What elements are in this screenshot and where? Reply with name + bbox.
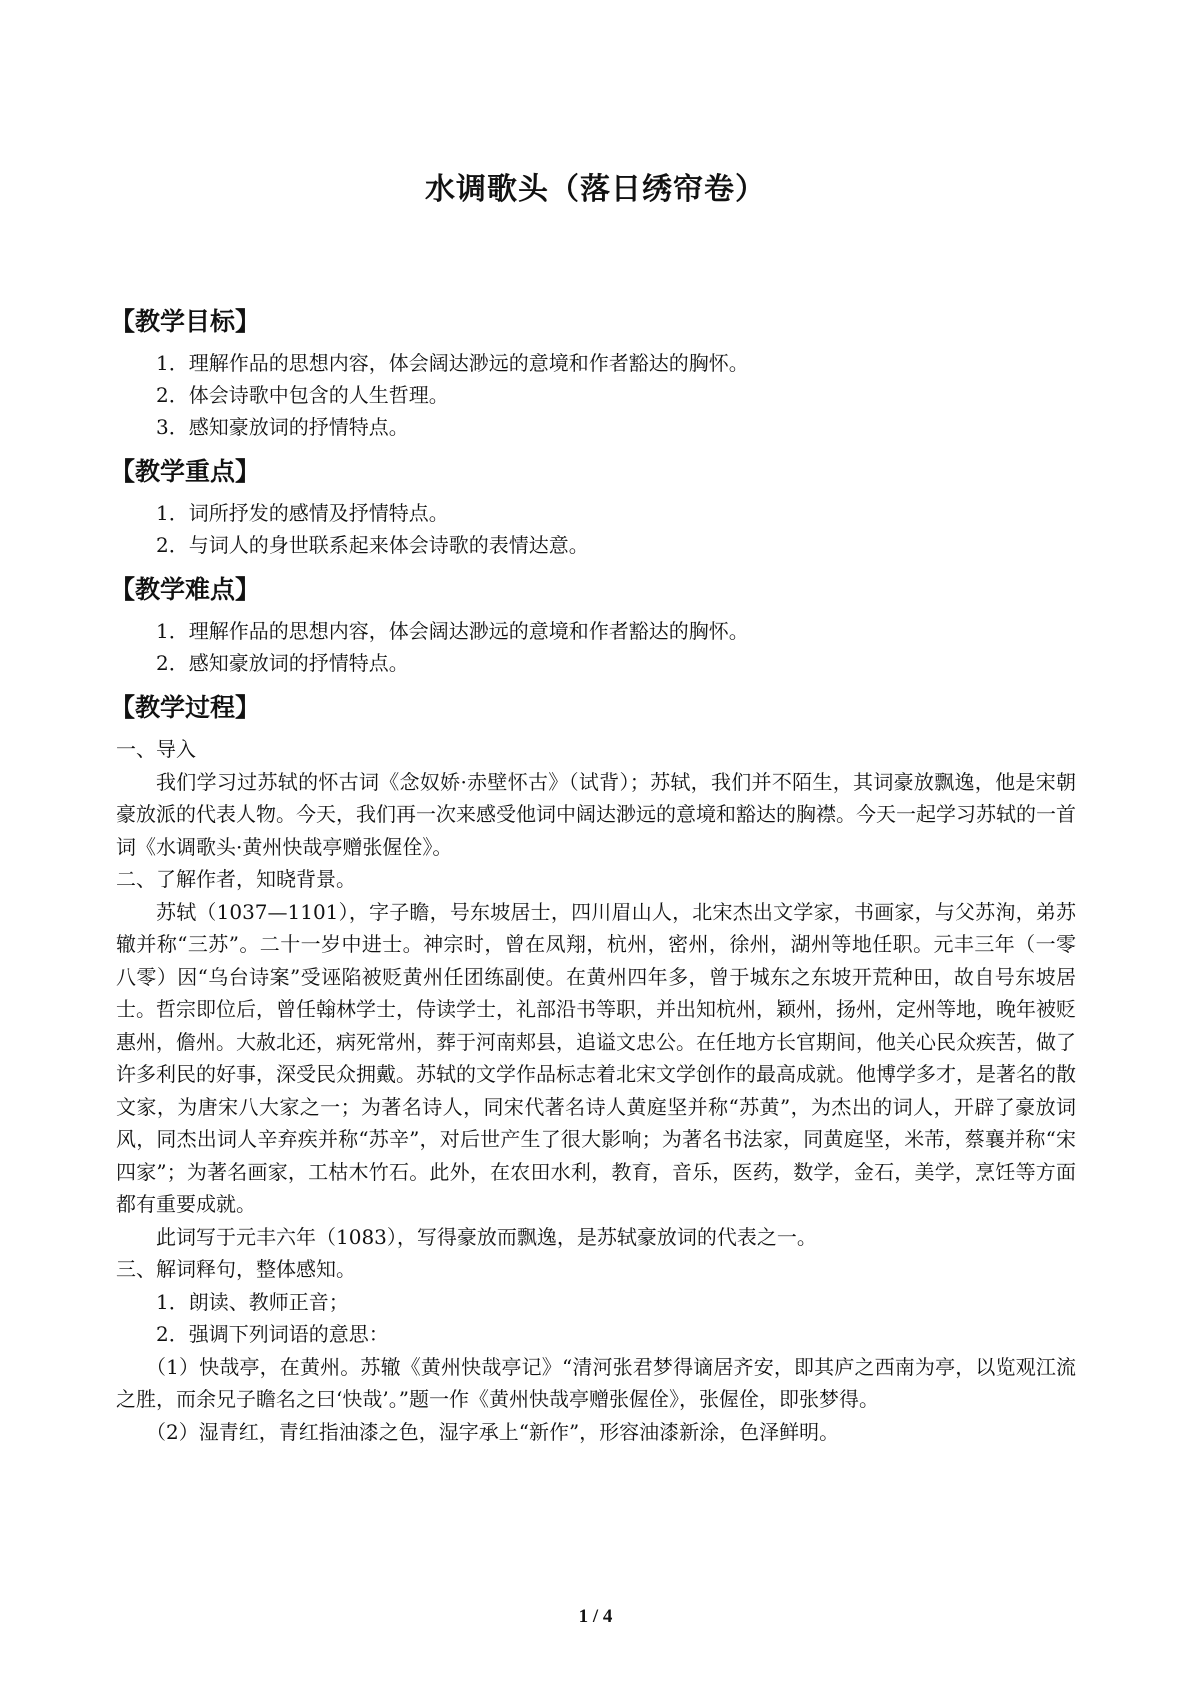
document-body [110,303,1076,1448]
difficulty-item: 1．理解作品的思想内容，体会阔达渺远的意境和作者豁达的胸怀。 [156,619,749,643]
section-process [110,689,1076,1448]
intro-label: 一、导入 [116,737,196,761]
difficulty-item: 2．感知豪放词的抒情特点。 [156,651,409,675]
key-point-item: 1．词所抒发的感情及抒情特点。 [156,501,449,525]
section-heading-difficulties: 【教学难点】 [110,575,261,604]
section-heading-objectives: 【教学目标】 [110,307,261,336]
intro-paragraph: 我们学习过苏轼的怀古词《念奴娇·赤壁怀古》（试背）；苏轼，我们并不陌生，其词豪放飘逸，他是宋朝豪放派的代表人物。今天，我们再一次来感受他词中阔达渺远的意境和豁达的胸襟。今天一起学习苏轼的一首词《水调歌头·黄州快哉亭赠张偓佺》。 [116,769,1076,859]
page-title: 水调歌头（落日绣帘卷） [425,172,766,207]
key-point-item: 2．与词人的身世联系起来体会诗歌的表情达意。 [156,533,589,557]
section-key-points [110,453,1076,561]
page-number: 1 / 4 [578,1606,613,1627]
section-heading-key-points: 【教学重点】 [110,457,261,486]
objective-item: 3．感知豪放词的抒情特点。 [156,415,409,439]
objective-item: 2．体会诗歌中包含的人生哲理。 [156,383,449,407]
section-difficulties [110,571,1076,679]
author-paragraph: 苏轼（1037—1101），字子瞻，号东坡居士，四川眉山人，北宋杰出文学家，书画家，与父苏洵，弟苏辙并称“三苏”。二十一岁中进士。神宗时，曾在凤翔，杭州，密州，徐州，湖州等地任职。元丰三年（一零八零）因“乌台诗案”受诬陷被贬黄州任团练副使。在黄州四年多，曾于城东之东坡开荒种田，故自号东坡居士。哲宗即位后，曾任翰林学士，侍读学士，礼部沿书等职，并出知杭州，颖州，扬州，定州等地，晚年被贬惠州，儋州。大赦北还，病死常州，葬于河南郏县，追谥文忠公。在任地方长官期间，他关心民众疾苦，做了许多利民的好事，深受民众拥戴。苏轼的文学作品标志着北宋文学创作的最高成就。他博学多才，是著名的散文家，为唐宋八大家之一；为著名诗人，同宋代著名诗人黄庭坚并称“苏黄”，为杰出的词人，开辟了豪放词风，同杰出词人辛弃疾并称“苏辛”，对后世产生了很大影响；为著名书法家，同黄庭坚，米芾，蔡襄并称“宋四家”；为著名画家，工枯木竹石。此外，在农田水利，教育，音乐，医药，数学，金石，美学，烹饪等方面都有重要成就。 [116,899,1076,1216]
step-item: 1．朗读、教师正音； [156,1289,349,1314]
objective-item: 1．理解作品的思想内容，体会阔达渺远的意境和作者豁达的胸怀。 [156,351,749,375]
section-objectives [110,303,1076,443]
author-label: 二、了解作者，知晓背景。 [116,867,356,891]
vocab-note: （1）快哉亭，在黄州。苏辙《黄州快哉亭记》“清河张君梦得谪居齐安，即其庐之西南为亭，以览观江流之胜，而余兄子瞻名之曰‘快哉’。”题一作《黄州快哉亭赠张偓佺》，张偓佺，即张梦得。 [116,1354,1076,1411]
interpret-label: 三、解词释句，整体感知。 [116,1257,356,1281]
section-heading-process: 【教学过程】 [110,693,261,722]
step-item: 2．强调下列词语的意思： [156,1322,389,1346]
vocab-note: （2）湿青红，青红指油漆之色，湿字承上“新作”，形容油漆新涂，色泽鲜明。 [146,1419,840,1444]
date-paragraph: 此词写于元丰六年（1083），写得豪放而飘逸，是苏轼豪放词的代表之一。 [156,1224,817,1249]
